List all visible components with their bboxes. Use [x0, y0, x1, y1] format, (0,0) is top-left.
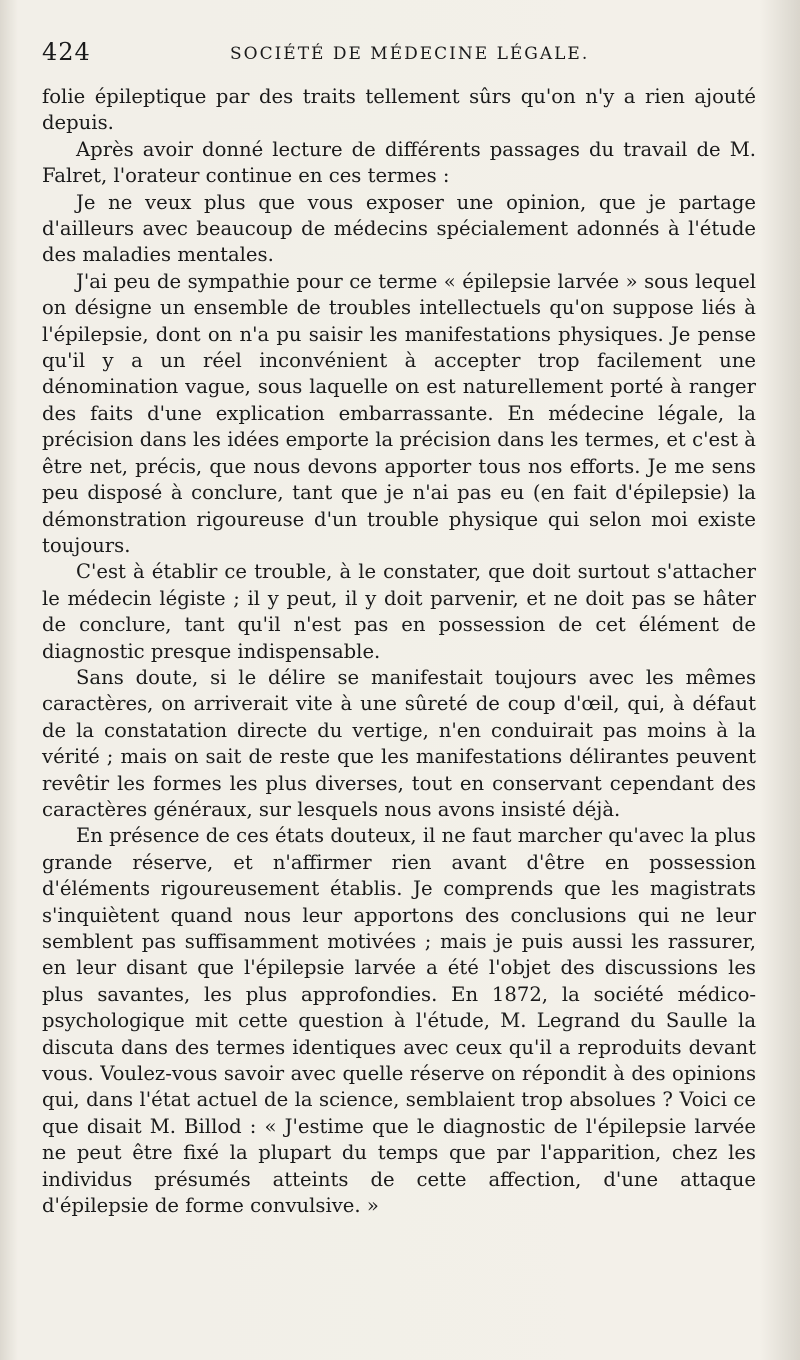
paragraph: J'ai peu de sympathie pour ce terme « épilepsie larvée » sous lequel on désigne un ensemble de troubles intellectuels qu'on suppose liés à l'épilepsie, dont on n'a pu saisir les manifestations physiques. Je pense qu'il y a un réel inconvénient à accepter trop facilement une dénomination vague, sous laquelle on est naturellement porté à ranger des faits d'une explication embarrassante. En médecine légale, la précision dans les idées emporte la précision dans les termes, et c'est à être net, précis, que nous devons apporter tous nos efforts. Je me sens peu disposé à conclure, tant que je n'ai pas eu (en fait d'épilepsie) la démonstration rigoureuse d'un trouble physique qui selon moi existe toujours.: [42, 269, 756, 557]
paragraph: Sans doute, si le délire se manifestait toujours avec les mêmes caractères, on arriverait vite à une sûreté de coup d'œil, qui, à défaut de la constatation directe du vertige, n'en conduirait pas moins à la vérité ; mais on sait de reste que les manifestations délirantes peuvent revêtir les formes les plus diverses, tout en conservant cependant des caractères généraux, sur lesquels nous avons insisté déjà.: [42, 665, 756, 821]
paragraph: Je ne veux plus que vous exposer une opinion, que je partage d'ailleurs avec beaucoup de médecins spécialement adonnés à l'étude des maladies mentales.: [42, 190, 756, 267]
paragraph: Après avoir donné lecture de différents passages du travail de M. Falret, l'orateur continue en ces termes :: [42, 137, 756, 188]
page-number: 424: [42, 38, 91, 66]
paragraph: C'est à établir ce trouble, à le constater, que doit surtout s'attacher le médecin légiste ; il y peut, il y doit parvenir, et ne doit pas se hâter de conclure, tant qu'il n'est pas en possession de cet élément de diagnostic presque indispensable.: [42, 560, 756, 663]
page-header: [42, 38, 760, 72]
running-head: SOCIÉTÉ DE MÉDECINE LÉGALE.: [230, 44, 590, 64]
paragraph: En présence de ces états douteux, il ne faut marcher qu'avec la plus grande réserve, et n'affirmer rien avant d'être en possession d'éléments rigoureusement établis. Je comprends que les magistrats s'inquiètent quand nous leur apportons des conclusions qui ne leur semblent pas suffisamment motivées ; mais je puis aussi les rassurer, en leur disant que l'épilepsie larvée a été l'objet des discussions les plus savantes, les plus approfondies. En 1872, la société médico-psychologique mit cette question à l'étude, M. Legrand du Saulle la discuta dans des termes identiques avec ceux qu'il a reproduits devant vous. Voulez-vous savoir avec quelle réserve on répondit à des opinions qui, dans l'état actuel de la science, semblaient trop absolues ? Voici ce que disait M. Billod : « J'estime que le diagnostic de l'épilepsie larvée ne peut être fixé la plupart du temps que par l'apparition, chez les individus présumés atteints de cette affection, d'une attaque d'épilepsie de forme convulsive. »: [42, 824, 756, 1218]
paragraph-continued: folie épileptique par des traits tellement sûrs qu'on n'y a rien ajouté depuis.: [42, 85, 756, 135]
body-text: [42, 84, 756, 1219]
